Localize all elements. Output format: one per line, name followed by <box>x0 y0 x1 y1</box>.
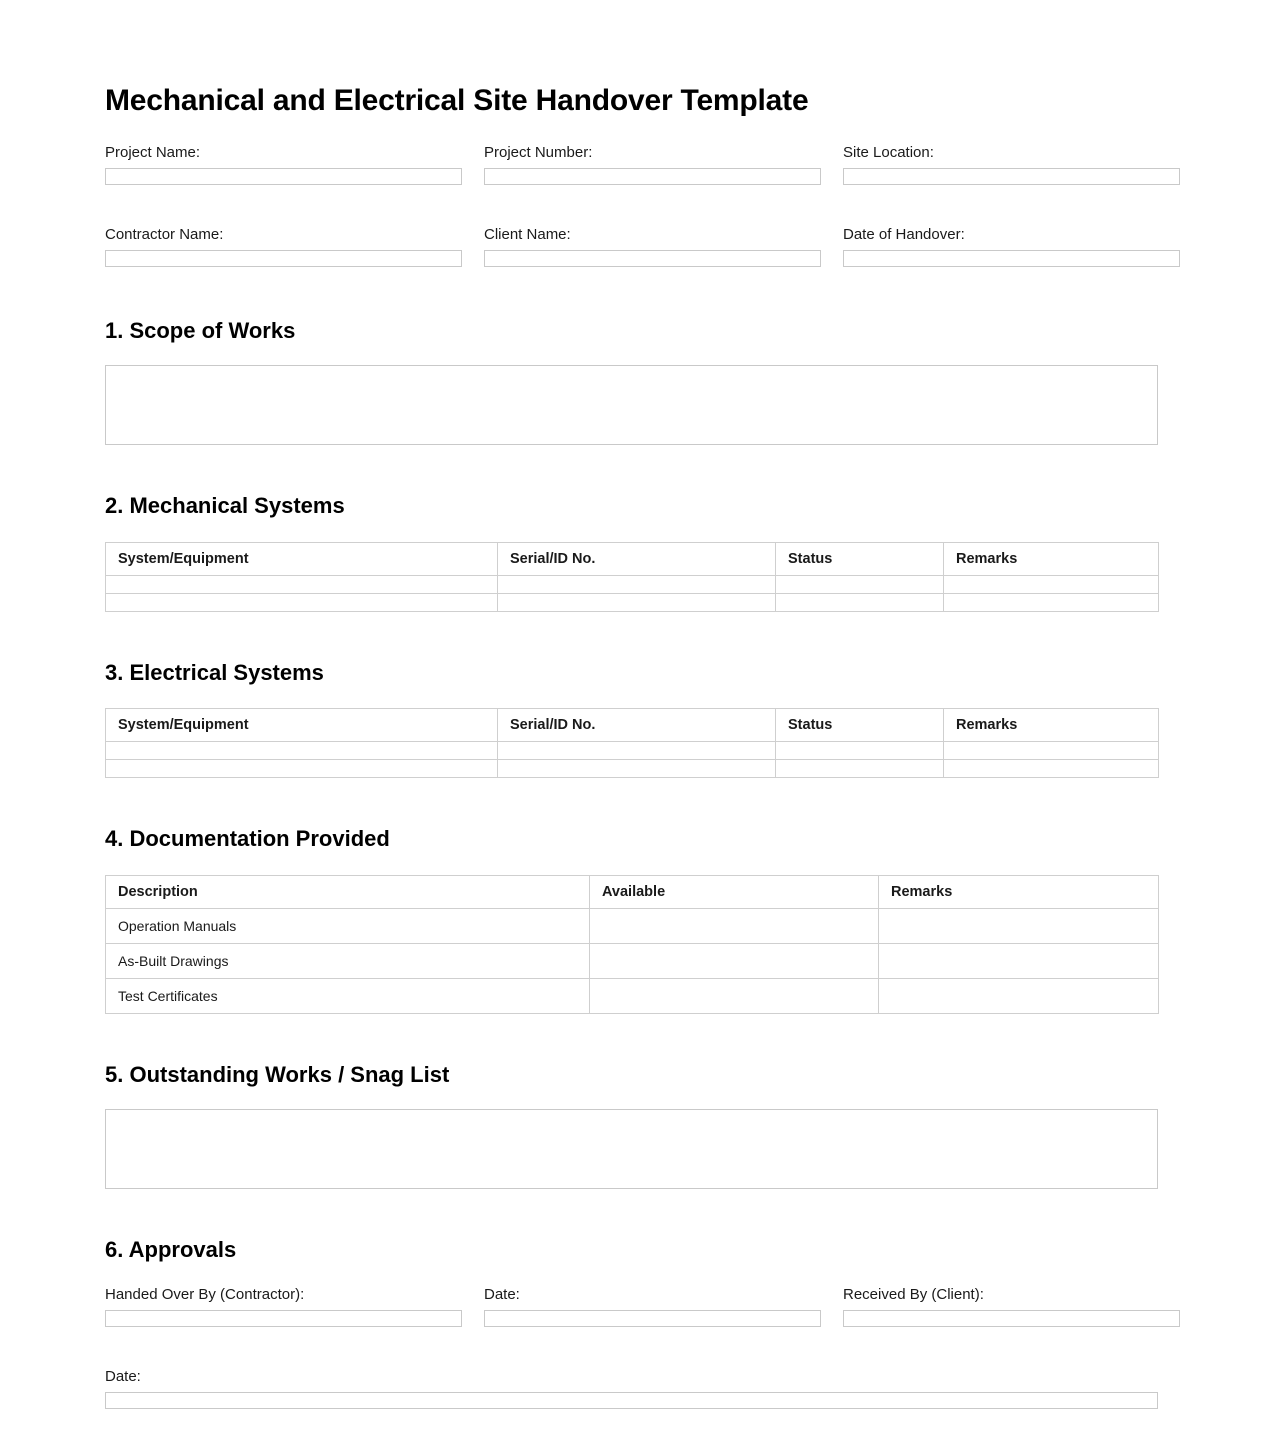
received-date-clip <box>105 1392 1158 1410</box>
section-heading-mechanical-systems: 2. Mechanical Systems <box>105 493 345 518</box>
cell-system-equipment[interactable] <box>106 742 498 760</box>
electrical-systems-table <box>105 708 1159 778</box>
cell-remarks[interactable] <box>944 575 1159 593</box>
date-of-handover-input[interactable] <box>843 250 1180 267</box>
handover-date-label: Date: <box>484 1285 520 1303</box>
cell-description: As-Built Drawings <box>106 943 590 978</box>
cell-description: Operation Manuals <box>106 908 590 943</box>
column-header-serial-id: Serial/ID No. <box>498 709 776 742</box>
field-group-contractor-name <box>105 226 462 267</box>
contractor-name-label: Contractor Name: <box>105 225 224 243</box>
mechanical-systems-table <box>105 542 1159 612</box>
approvals-fields-row-2 <box>105 1368 1158 1410</box>
cell-system-equipment[interactable] <box>106 593 498 611</box>
column-header-system-equipment: System/Equipment <box>106 709 498 742</box>
field-group-handover-date <box>484 1286 821 1327</box>
handed-over-by-label: Handed Over By (Contractor): <box>105 1285 305 1303</box>
table-row[interactable] <box>106 908 1159 943</box>
outstanding-works-textarea[interactable] <box>105 1109 1158 1189</box>
site-location-label: Site Location: <box>843 143 934 161</box>
scope-of-works-textarea[interactable] <box>105 365 1158 445</box>
document-content <box>105 0 1158 1410</box>
contractor-name-input[interactable] <box>105 250 462 267</box>
table-header-row <box>106 542 1159 575</box>
table-row[interactable] <box>106 978 1159 1013</box>
cell-remarks[interactable] <box>944 593 1159 611</box>
cell-system-equipment[interactable] <box>106 575 498 593</box>
received-date-label: Date: <box>105 1367 141 1385</box>
cell-remarks[interactable] <box>944 742 1159 760</box>
cell-serial-id[interactable] <box>498 742 776 760</box>
documentation-provided-table <box>105 875 1159 1014</box>
section-heading-documentation-provided: 4. Documentation Provided <box>105 826 390 851</box>
column-header-status: Status <box>776 709 944 742</box>
field-group-received-by <box>843 1286 1180 1327</box>
handed-over-by-input[interactable] <box>105 1310 462 1327</box>
field-group-date-of-handover <box>843 226 1180 267</box>
table-row[interactable] <box>106 742 1159 760</box>
table-header-row <box>106 875 1159 908</box>
cell-remarks[interactable] <box>944 760 1159 778</box>
column-header-remarks: Remarks <box>944 542 1159 575</box>
column-header-system-equipment: System/Equipment <box>106 542 498 575</box>
site-location-input[interactable] <box>843 168 1180 185</box>
cell-available[interactable] <box>590 978 879 1013</box>
approvals-fields-row-1 <box>105 1286 1158 1327</box>
field-group-client-name <box>484 226 821 267</box>
handover-date-input[interactable] <box>484 1310 821 1327</box>
field-group-handed-over-by <box>105 1286 462 1327</box>
client-name-input[interactable] <box>484 250 821 267</box>
section-heading-outstanding-works: 5. Outstanding Works / Snag List <box>105 1061 450 1087</box>
cell-remarks[interactable] <box>879 908 1159 943</box>
field-group-site-location <box>843 144 1180 185</box>
field-group-project-number <box>484 144 821 185</box>
column-header-remarks: Remarks <box>944 709 1159 742</box>
cell-serial-id[interactable] <box>498 593 776 611</box>
cell-description: Test Certificates <box>106 978 590 1013</box>
column-header-available: Available <box>590 875 879 908</box>
table-row[interactable] <box>106 575 1159 593</box>
table-row[interactable] <box>106 943 1159 978</box>
field-group-received-date <box>105 1368 1158 1410</box>
section-heading-approvals: 6. Approvals <box>105 1237 237 1262</box>
cell-status[interactable] <box>776 575 944 593</box>
field-group-project-name <box>105 144 462 185</box>
header-fields-row-2 <box>105 226 1158 267</box>
cell-serial-id[interactable] <box>498 760 776 778</box>
date-of-handover-label: Date of Handover: <box>843 225 965 243</box>
cell-available[interactable] <box>590 908 879 943</box>
section-heading-scope-of-works: 1. Scope of Works <box>105 317 296 343</box>
cell-status[interactable] <box>776 760 944 778</box>
column-header-remarks: Remarks <box>879 875 1159 908</box>
section-heading-electrical-systems: 3. Electrical Systems <box>105 659 324 685</box>
column-header-status: Status <box>776 542 944 575</box>
cell-remarks[interactable] <box>879 943 1159 978</box>
header-fields-row-1 <box>105 144 1158 185</box>
received-by-input[interactable] <box>843 1310 1180 1327</box>
received-by-label: Received By (Client): <box>843 1285 984 1303</box>
project-name-label: Project Name: <box>105 143 201 161</box>
column-header-serial-id: Serial/ID No. <box>498 542 776 575</box>
cell-serial-id[interactable] <box>498 575 776 593</box>
project-name-input[interactable] <box>105 168 462 185</box>
received-date-input[interactable] <box>105 1392 1158 1409</box>
cell-status[interactable] <box>776 742 944 760</box>
table-row[interactable] <box>106 760 1159 778</box>
project-number-input[interactable] <box>484 168 821 185</box>
client-name-label: Client Name: <box>484 225 571 243</box>
cell-available[interactable] <box>590 943 879 978</box>
cell-status[interactable] <box>776 593 944 611</box>
column-header-description: Description <box>106 875 590 908</box>
cell-remarks[interactable] <box>879 978 1159 1013</box>
table-row[interactable] <box>106 593 1159 611</box>
page-title: Mechanical and Electrical Site Handover Template <box>105 84 809 117</box>
table-header-row <box>106 709 1159 742</box>
project-number-label: Project Number: <box>484 143 593 161</box>
cell-system-equipment[interactable] <box>106 760 498 778</box>
